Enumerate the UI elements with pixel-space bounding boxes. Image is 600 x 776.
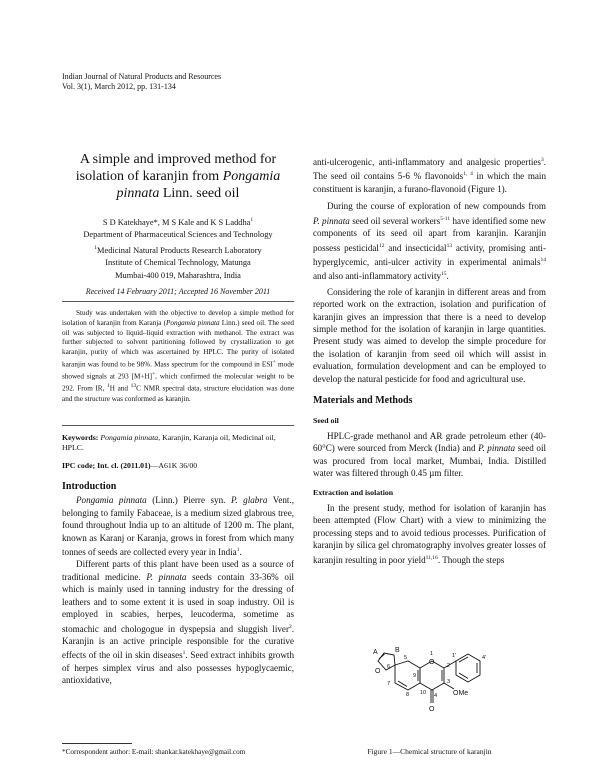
fig-label: O	[429, 659, 435, 666]
paragraph: Considering the role of karanjin in different areas and from reported work on the extraction, isolation and purification of karanjin gives an impression that there is a need to develop simple method for the isolation of karanjin in large quantities. Present study was aimed to develop the simple procedure for the isolation of karanjin from seed oil which will assist in evaluation, formulation development and can be employed to develop the natural pesticide for food and agricultural use.	[313, 286, 546, 384]
karanjin-structure-figure	[368, 623, 498, 743]
fig-label: B	[395, 647, 400, 654]
paragraph: During the course of exploration of new compounds from P. pinnata seed oil several workers$^{5-11}$ have identified some new components of its seed oil apart from karanjin. Karanjin possess pesticidal$^{12}$ and insecticidal$^{13}$ activity, promising anti-hyperglycemic, anti-ulcer activity in experimental animals$^{14}$ and also anti-inflammatory activity$^{15}$.	[313, 201, 546, 282]
fig-label: 1	[430, 651, 434, 657]
paper-title: A simple and improved method for isolation of karanjin from Pongamia pinnata Linn. seed oil	[75, 152, 281, 201]
keywords: Keywords: Pongamia pinnata, Karanjin, Karanja oil, Medicinal oil, HPLC.	[62, 433, 276, 453]
paragraph: In the present study, method for isolation of karanjin has been attempted (Flow Chart) with a view to minimizing the processing steps and to avoid tedious processes. Purification of karanjin by silica gel chromatography involves greater losses of karanjin resulting in poor yield$^{11,16}$. Though the steps	[313, 502, 546, 565]
fig-label: 4	[434, 693, 438, 699]
divider	[62, 425, 294, 426]
phenyl-ring	[456, 654, 480, 682]
paragraph: Different parts of this plant have been used as a source of traditional medicine. P. pinnata seeds contain 33-36% oil which is mainly used in tanning industry for the dressing of leathers and to some extent it is used in soap industry. Oil is employed in scabies, herpes, leucoderma, sometime as stomachic and chologogue in dyspepsia and sluggish liver$^2$. Karanjin is an active principle responsible for the curative effects of the oil in skin diseases$^1$. Seed extract inhibits growth of herpes simplex virus and also possesses hypoglycaemic, antioxidative,	[62, 559, 294, 686]
fig-label: 1'	[452, 653, 457, 659]
ipc-code: IPC code; Int. cl. (2011.01)—A61K 36/00	[62, 461, 198, 470]
fig-label: 10	[420, 690, 427, 696]
footnote: *Correspondent author: E-mail: shankar.katekhaye@gmail.com	[62, 748, 246, 756]
fig-label: 5	[404, 655, 408, 661]
fig-label: O	[375, 668, 381, 675]
section-heading: Materials and Methods	[313, 395, 413, 407]
subsection-heading: Extraction and isolation	[313, 487, 394, 497]
fig-label: A	[373, 649, 378, 656]
divider	[62, 301, 294, 302]
right-column	[313, 154, 546, 566]
fig-label: 2	[447, 663, 451, 669]
fig-label: 7	[387, 681, 391, 687]
affiliation: $^1$Medicinal Natural Products Research Laboratory	[94, 244, 262, 255]
fig-label: 9	[413, 673, 417, 679]
paragraph: anti-ulcerogenic, anti-inflammatory and analgesic properties$^3$. The seed oil contains 5-6 % flavonoids$^{1, 4}$ in which the main constituent is karanjin, a furano-flavonoid (Figure 1).	[313, 157, 546, 194]
journal-issue: Vol. 3(1), March 2012, pp. 131-134	[62, 82, 176, 91]
section-heading: Introduction	[62, 481, 117, 492]
affiliation: Mumbai-400 019, Maharashtra, India	[115, 270, 241, 280]
paragraph: Pongamia pinnata (Linn.) Pierre syn. P. glabra Vent., belonging to family Fabaceae, is a medium sized glabrous tree, found throughout India up to an altitude of 1200 m. The plant, known as Karanj or Karanja, grows in forest from which many tonnes of seeds are collected every year in India$^1$.	[62, 495, 295, 558]
author-block	[62, 214, 294, 283]
benzene-ring-a	[395, 661, 420, 690]
journal-name: Indian Journal of Natural Products and Resources	[62, 72, 222, 81]
author-names: S D Katekhaye*, M S Kale and K S Laddha$^1$	[102, 217, 254, 227]
footnote-rule	[62, 743, 132, 744]
affiliation: Institute of Chemical Technology, Matunga	[105, 258, 251, 268]
fig-label: 6	[387, 664, 391, 670]
fig-label: O	[429, 706, 435, 713]
received-dates: Received 14 February 2011; Accepted 16 November 2011	[85, 287, 271, 296]
fig-label: OMe	[453, 690, 469, 697]
fig-label: 3	[447, 679, 451, 685]
introduction-section	[62, 481, 294, 687]
affiliation: Department of Pharmaceutical Sciences and Technology	[83, 230, 273, 240]
fig-label: 8	[406, 692, 410, 698]
journal-header	[62, 72, 221, 92]
abstract: Study was undertaken with the objective to develop a simple method for isolation of karanjin from Karanja (Pongamia pinnata Linn.) seed oil. The seed oil was subjected to liquid–liquid extraction with methanol. The extract was further subjected to solvent partitioning followed by crystallization to get karanjin, purity of which was ascertained by HPLC. The purity of isolated karanjin was found to be 98%. Mass spectrum for the compound in ESI+ mode showed signals at 293 [M+H]+, which confirmed the molecular weight to be 292. From IR, $^1$H and $^{13}$C NMR spectral data, structure elucidation was done and the structure was conformed as karanjin.	[62, 309, 295, 403]
fig-label: 4'	[482, 655, 487, 661]
figure-caption: Figure 1—Chemical structure of karanjin	[367, 747, 492, 756]
subsection-heading: Seed oil	[313, 415, 339, 425]
paragraph: HPLC-grade methanol and AR grade petroleum ether (40-60°C) were sourced from Merck (India) and P. pinnata seed oil was procured from local market, Mumbai, India. Distilled water was filtered through 0.45 µm filter.	[313, 430, 547, 479]
